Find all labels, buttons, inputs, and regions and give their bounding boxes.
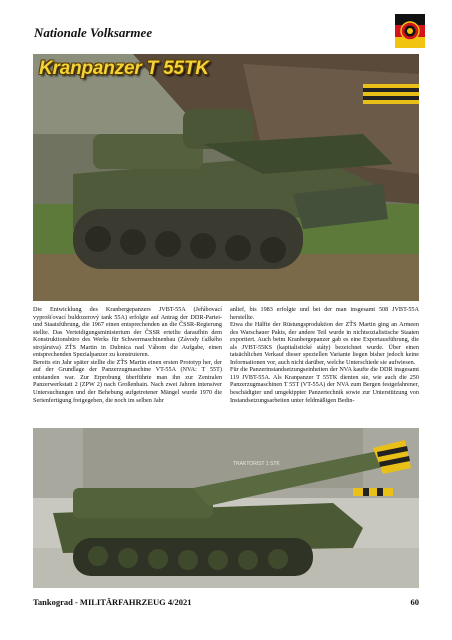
paragraph: Bereits ein Jahr später stellte die ZŤS Martin einen ersten Prototyp her, der auf der Grundlage der Panzerzugmaschine VT-55A (NVA: T 55T) entstanden war. Zur Erprobung überführte man ihn zur Zentralen Panzerwerkstatt 2 (ZPW 2) nach Großenhain. Nach zwei Jahren intensiver Untersuchungen und der Behebung aufgetretener Mängel wurde 1970 die Serienfertigung freigegeben, die noch im selben Jahr (33, 358, 222, 404)
page-number: 60 (410, 597, 419, 607)
text-column-left (33, 306, 222, 404)
text-column-right (230, 306, 419, 404)
photo-title: Kranpanzer T 55TK (39, 58, 209, 79)
vehicle-marking: TRAKTORIST 1 STK (233, 461, 280, 467)
photo-kranpanzer-bottom (33, 428, 419, 588)
paragraph: Etwa die Hälfte der Rüstungsproduktion der ZŤS Martin ging an Armeen des Warschauer Pakts, der andere Teil wurde in nichtsozialistische Staaten exportiert. Auch beim Kranbergepanzer gab es eine Exportausführung, die als JVBT-55KS (kapitalistické státy) bezeichnet wurde. Über einen tatsächlichen Verkauf dieser speziellen Variante liegen bisher jedoch keine Informationen vor, auch nicht darüber, welche Unterschiede sie aufwiesen. (230, 321, 419, 366)
paragraph: Für die Panzerinstandsetzungseinheiten der NVA kaufte die DDR insgesamt 119 JVBT-55A. Als Kranpanzer T 55TK dienten sie, wie auch die 250 Panzerzugmaschinen T 55T (VT-55A) der NVA zum Bergen festgefahrener, beschädigter und umgekippter Panzertechnik sowie zur Unterstützung von Instandsetzungsarbeiten unter feldmäßigen Bedin- (230, 366, 419, 404)
photo-kranpanzer-top (33, 54, 419, 301)
article-body (33, 306, 419, 404)
paragraph: Die Entwicklung des Kranbergepanzers JVBT-55A (Jeřábovací vyprošťovací buldozerový tank 55A) erfolgte auf Antrag der DDR-Partei- und Staatsführung, die 1967 einen entsprechenden an die ČSSR-Regierung stellte. Das Verteidigungsministerium der ČSSR erteilte daraufhin dem Konstruktionsbüro des Werks für Schwermaschinenbau (Závody ťažkého strojárstva) ZŤS Martin in Dubnica nad Váhom die Aufgabe, einen entsprechenden Spezialpanzer zu konstruieren. (33, 306, 222, 359)
tank-photo-illustration (33, 54, 419, 301)
crane-tank-photo-illustration (33, 428, 419, 588)
nva-roundel-icon (395, 14, 425, 48)
section-title: Nationale Volksarmee (34, 25, 153, 40)
paragraph: anlief, bis 1983 erfolgte und bei der man insgesamt 508 JVBT-55A herstellte. (230, 306, 419, 321)
footer-publication: Tankograd - MILITÄRFAHRZEUG 4/2021 (33, 597, 192, 607)
